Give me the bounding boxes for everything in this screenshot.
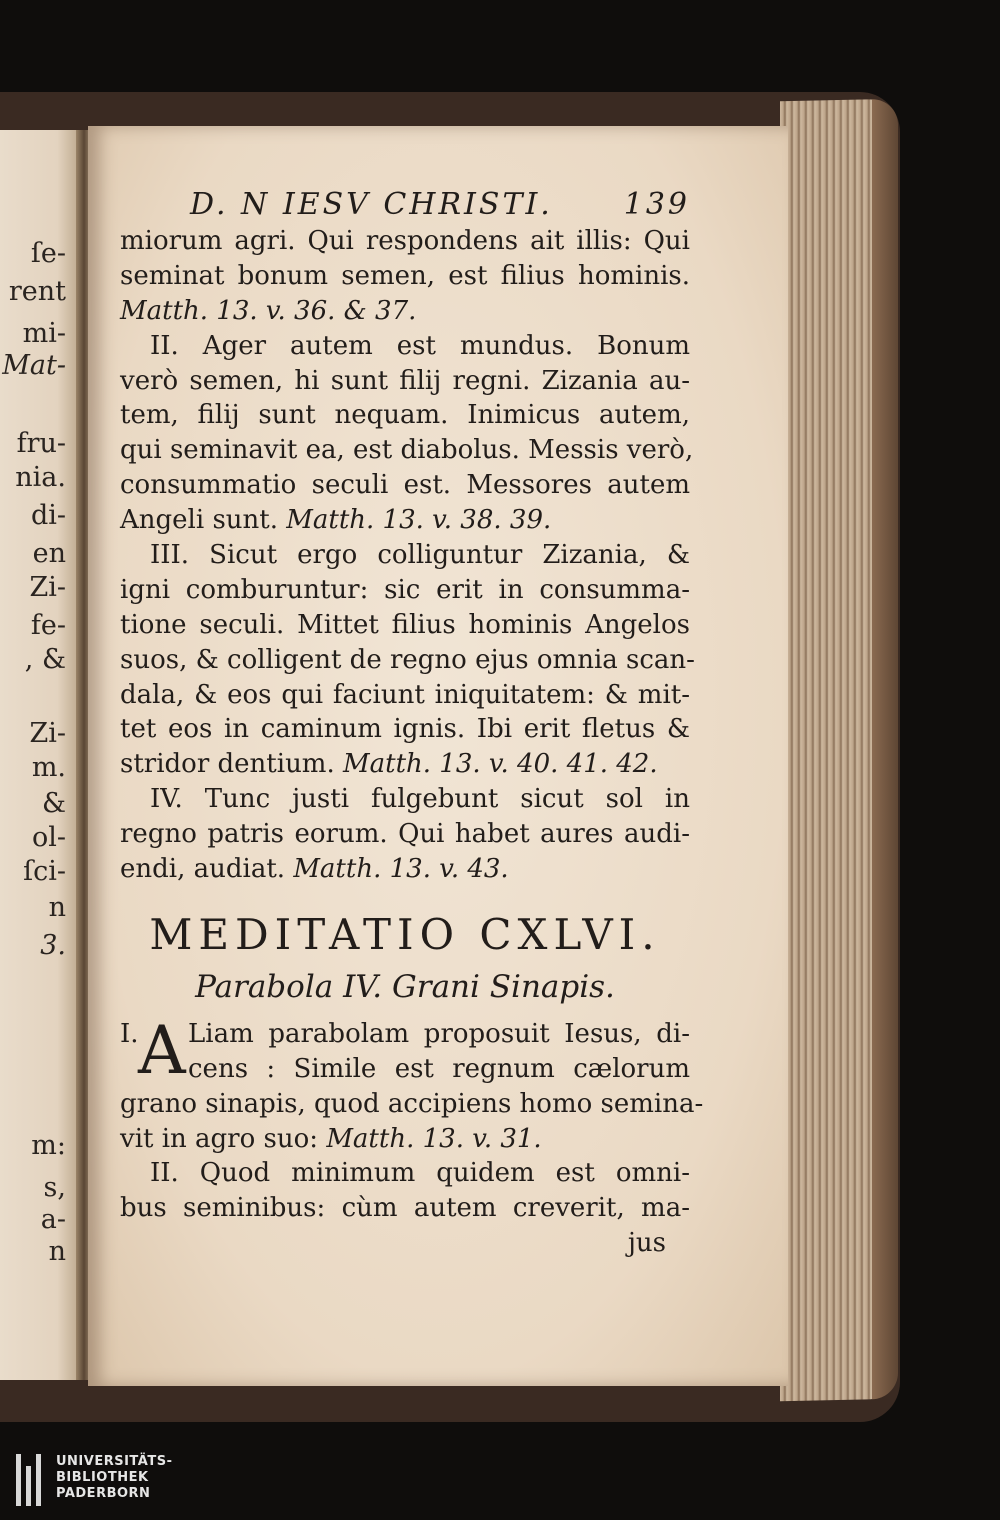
left-fragment: a- <box>40 1204 66 1235</box>
text-fragment: vit in agro suo: <box>120 1123 319 1154</box>
left-fragment: & <box>41 788 66 819</box>
text-line: miorum agri. Qui respondens ait illis: Qui <box>120 226 690 256</box>
bible-reference: Matth. 13. v. 36. & 37. <box>120 295 417 326</box>
text-fragment: stridor dentium. <box>120 749 335 780</box>
library-logo-text <box>56 1454 172 1502</box>
text-line: bus seminibus: cùm autem creverit, ma- <box>120 1193 690 1224</box>
text-line: III. Sicut ergo colliguntur Zizania, & <box>150 540 690 571</box>
left-fragment: Zi- <box>29 572 66 603</box>
left-fragment: Zi- <box>29 718 66 749</box>
text-line: tet eos in caminum ignis. Ibi erit fletus & <box>120 714 690 745</box>
logo-line: BIBLIOTHEK <box>56 1470 149 1485</box>
left-fragment: fru- <box>16 428 66 459</box>
left-fragment: ol- <box>31 822 66 853</box>
drop-cap: A <box>138 1011 186 1089</box>
bible-reference: Matth. 13. v. 38. 39. <box>286 505 552 536</box>
left-fragment: mi- <box>22 318 66 349</box>
left-fragment: n <box>48 892 66 923</box>
text-line: cens : Simile est regnum cælorum <box>188 1053 690 1084</box>
left-fragment: n <box>48 1236 66 1267</box>
left-fragment: s, <box>43 1172 66 1203</box>
text-line: suos, & colligent de regno ejus omnia scan- <box>120 644 695 675</box>
text-line: Liam parabolam proposuit Iesus, di- <box>188 1018 690 1049</box>
text-line: tione seculi. Mittet filius hominis Angelos <box>120 609 690 640</box>
left-fragment: rent <box>8 276 66 307</box>
left-fragment: , & <box>24 644 66 675</box>
left-fragment: m. <box>31 752 66 783</box>
left-fragment: m: <box>31 1130 66 1161</box>
text-fragment: Angeli sunt. <box>120 505 278 536</box>
library-logo-icon <box>16 1454 41 1506</box>
text-line: consummatio seculi est. Messores autem <box>120 470 690 501</box>
text-line: verò semen, hi sunt filij regni. Zizania au- <box>120 365 690 396</box>
logo-line: UNIVERSITÄTS- <box>56 1454 173 1469</box>
left-fragment: ſci- <box>23 856 66 887</box>
left-fragment: nia. <box>15 462 66 493</box>
text-line: igni comburuntur: sic erit in consumma- <box>120 574 690 605</box>
text-line: II. Quod minimum quidem est omni- <box>150 1158 690 1189</box>
running-head <box>190 188 690 228</box>
parabola-title: Parabola IV. Grani Sinapis. <box>195 968 615 1005</box>
left-fragment: Mat- <box>2 350 66 381</box>
page-text <box>120 187 704 1261</box>
text-fragment: endi, audiat. <box>120 854 286 885</box>
paragraph-i <box>120 1011 690 1089</box>
text-line: regno patris eorum. Qui habet aures audi- <box>120 819 690 850</box>
running-head-title: D. N IESV CHRISTI. <box>190 187 553 222</box>
text-line: qui seminavit ea, est diabolus. Messis verò, <box>120 435 694 466</box>
text-line: grano sinapis, quod accipiens homo semina- <box>120 1088 704 1119</box>
text-line-with-ref <box>120 503 690 538</box>
text-line: IV. Tunc justi fulgebunt sicut sol in <box>150 784 690 815</box>
footer-bar <box>0 1440 1000 1520</box>
text-line: tem, filij sunt nequam. Inimicus autem, <box>120 400 690 431</box>
text-line-with-ref <box>120 852 690 887</box>
bible-reference: Matth. 13. v. 43. <box>293 854 509 885</box>
text-line-with-ref <box>120 1122 690 1157</box>
left-fragment: di- <box>30 500 66 531</box>
left-fragment: fe- <box>30 610 66 641</box>
page-number: 139 <box>623 187 690 222</box>
text-line-with-ref <box>120 747 690 782</box>
meditatio-title: MEDITATIO CXLVI. <box>149 909 661 959</box>
page-edges <box>780 99 898 1401</box>
logo-line: PADERBORN <box>56 1486 151 1501</box>
text-line: dala, & eos qui faciunt iniquitatem: & mit- <box>120 679 690 710</box>
catchword: jus <box>627 1228 666 1259</box>
text-line: seminat bonum semen, est filius hominis. <box>120 260 690 291</box>
left-fragment: ſe- <box>30 238 66 269</box>
bible-reference: Matth. 13. v. 40. 41. 42. <box>343 749 658 780</box>
left-fragment: en <box>32 538 66 569</box>
bible-reference: Matth. 13. v. 31. <box>326 1123 542 1154</box>
paragraph-number: I. <box>120 1018 139 1049</box>
left-fragment: 3. <box>40 930 66 961</box>
text-line: II. Ager autem est mundus. Bonum <box>150 330 690 361</box>
